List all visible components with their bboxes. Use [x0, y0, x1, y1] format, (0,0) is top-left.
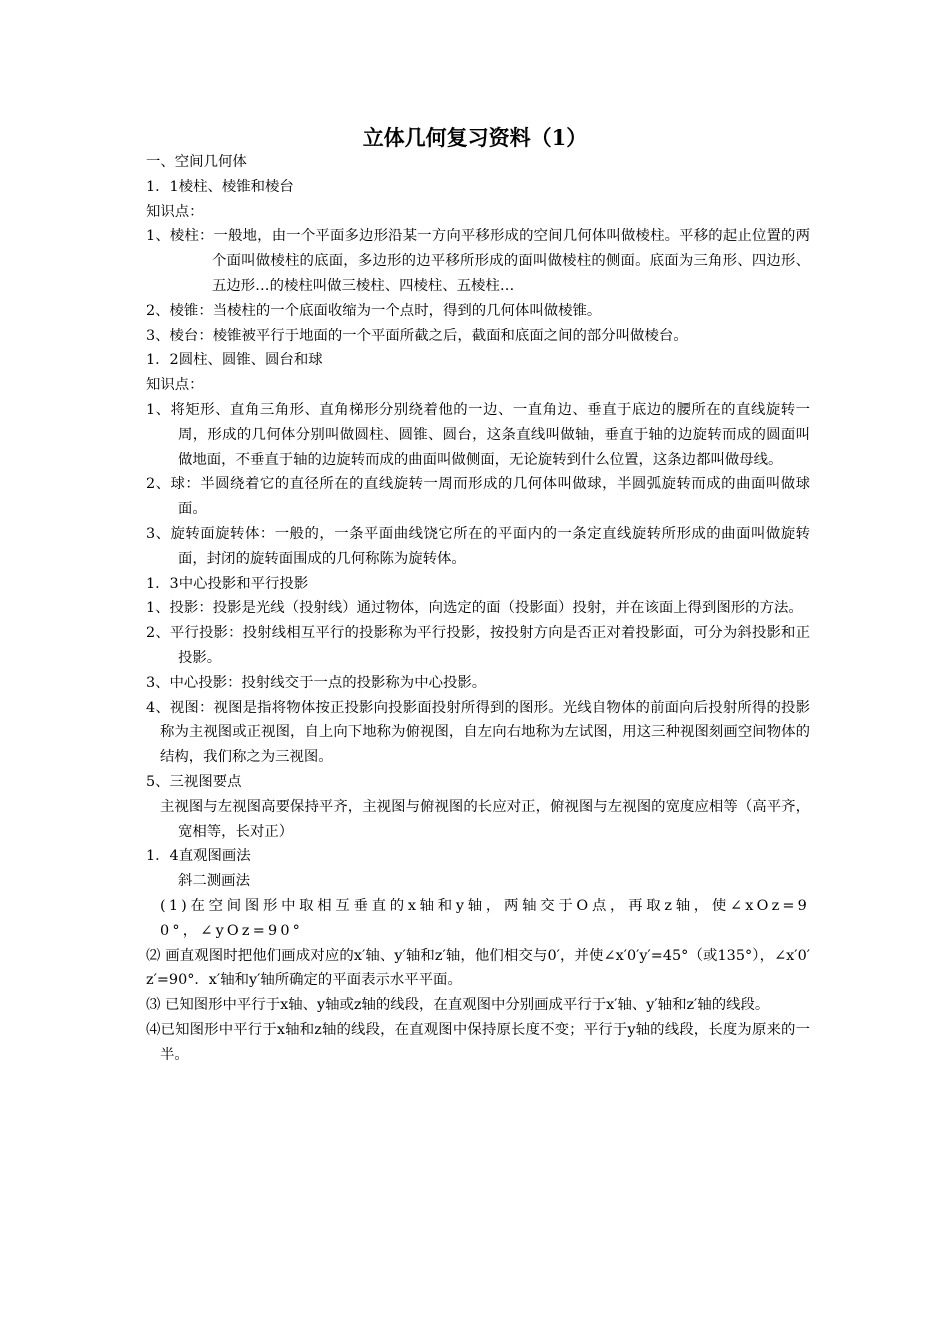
subsection-heading: 1．4直观图画法: [146, 848, 251, 865]
definition-parallel-projection: 2、平行投影：投射线相互平行的投影称为平行投影，按投射方向是否正对着投影面，可分为斜投影和正投影。: [146, 625, 810, 666]
subsection-heading: 1．2圆柱、圆锥、圆台和球: [146, 352, 323, 369]
definition-frustum: 3、棱台：棱锥被平行于地面的一个平面所截之后，截面和底面之间的部分叫做棱台。: [146, 327, 688, 344]
method-name: 斜二测画法: [178, 873, 250, 890]
step-4: ⑷已知图形中平行于x轴和z轴的线段，在直观图中保持原长度不变；平行于y轴的线段，长度为原来的一半。: [146, 1021, 810, 1063]
definition-cylinder-cone: 1、将矩形、直角三角形、直角梯形分别绕着他的一边、一直角边、垂直于底边的腰所在的直线旋转一周，形成的几何体分别叫做圆柱、圆锥、圆台，这条直线叫做轴，垂直于轴的边旋转而成的圆面叫做地面，不垂直于轴的边旋转而成的曲面叫做侧面，无论旋转到什么位置，这条边都叫做母线。: [146, 401, 810, 468]
definition-sphere: 2、球：半圆绕着它的直径所在的直线旋转一周而形成的几何体叫做球，半圆弧旋转而成的曲面叫做球面。: [146, 476, 810, 518]
definition-solid-of-revolution: 3、旋转面旋转体：一般的，一条平面曲线饶它所在的平面内的一条定直线旋转所形成的曲面叫做旋转面，封闭的旋转面围成的几何称陈为旋转体。: [146, 525, 810, 567]
document-body: [146, 150, 810, 1067]
three-views-rule: 主视图与左视图高要保持平齐，主视图与俯视图的长应对正，俯视图与左视图的宽度应相等（高平齐，宽相等，长对正）: [160, 798, 810, 840]
step-3: ⑶ 已知图形中平行于x轴、y轴或z轴的线段，在直观图中分别画成平行于x′轴、y′轴和z′轴的线段。: [146, 997, 770, 1014]
definition-projection: 1、投影：投影是光线（投射线）通过物体，向选定的面（投影面）投射，并在该面上得到图形的方法。: [146, 600, 803, 617]
definition-prism: 1、棱柱：一般地，由一个平面多边形沿某一方向平移形成的空间几何体叫做棱柱。平移的起止位置的两个面叫做棱柱的底面，多边形的边平移所形成的面叫做棱柱的侧面。底面为三角形、四边形、五边形…的棱柱叫做三棱柱、四棱柱、五棱柱…: [146, 228, 810, 294]
definition-views: 4、视图：视图是指将物体按正投影向投影面投射所得到的图形。光线自物体的前面向后投射所得的投影称为主视图或正视图，自上向下地称为俯视图，自左向右地称为左试图，用这三种视图刻画空间物体的结构，我们称之为三视图。: [146, 699, 810, 766]
page-title: 立体几何复习资料（1）: [362, 125, 588, 150]
knowledge-label: 知识点：: [146, 377, 204, 394]
definition-central-projection: 3、中心投影：投射线交于一点的投影称为中心投影。: [146, 674, 487, 691]
section-heading: 一、空间几何体: [146, 154, 247, 170]
three-views-heading: 5、三视图要点: [146, 773, 242, 790]
subsection-heading: 1．3中心投影和平行投影: [146, 575, 309, 592]
step-1: (1)在空间图形中取相互垂直的x轴和y轴，两轴交于O点，再取z轴，使∠xOz=90°，∠yOz=90°: [160, 897, 810, 939]
definition-pyramid: 2、棱锥：当棱柱的一个底面收缩为一个点时，得到的几何体叫做棱锥。: [146, 302, 602, 319]
knowledge-label: 知识点：: [146, 203, 204, 220]
step-2: ⑵ 画直观图时把他们画成对应的x′轴、y′轴和z′轴，他们相交与0′，并使∠x′0′y′=45°（或135°），∠x′0′z′=90°．x′轴和y′轴所确定的平面表示水平平面。: [146, 947, 810, 989]
subsection-heading: 1．1棱柱、棱锥和棱台: [146, 178, 294, 195]
